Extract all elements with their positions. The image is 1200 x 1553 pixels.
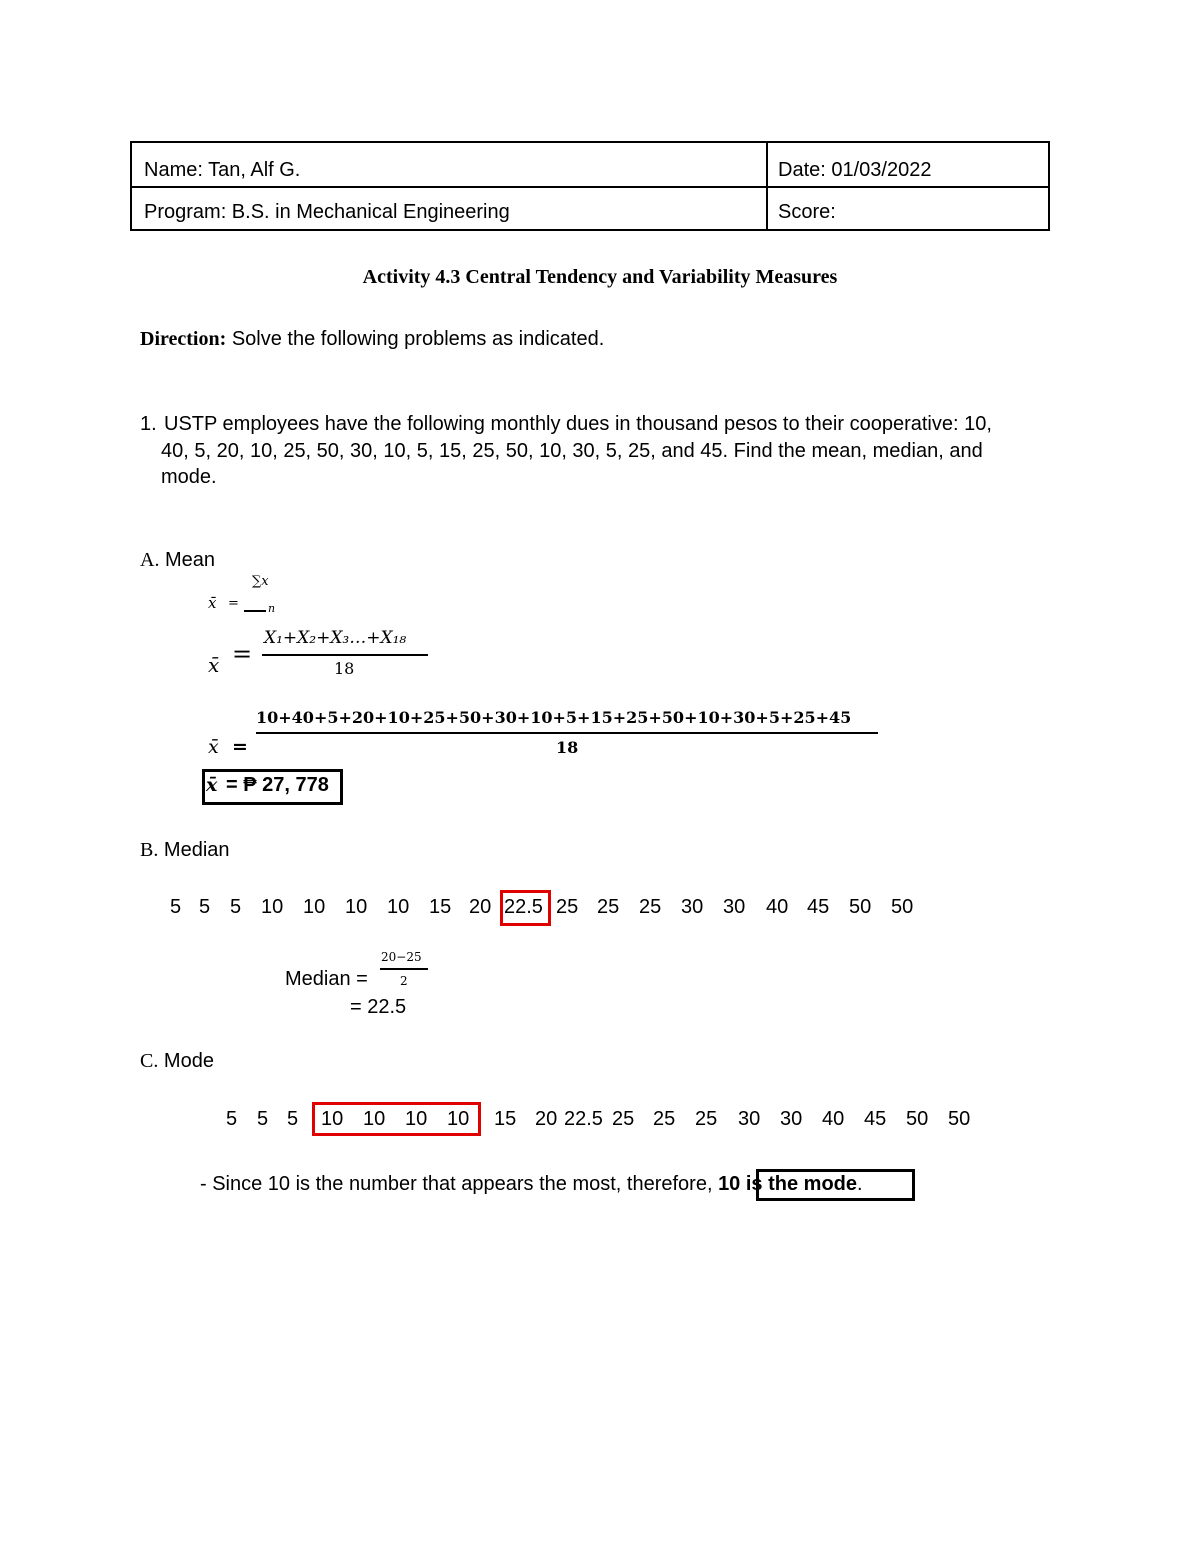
sorted-value: 15 <box>494 1108 517 1130</box>
equals-1: = <box>228 596 239 611</box>
median-label: Median = <box>285 968 368 990</box>
header-table <box>130 141 1050 231</box>
sum-denominator: 18 <box>556 738 579 757</box>
sorted-value: 30 <box>738 1108 761 1130</box>
median-heading-text: Median <box>163 839 230 861</box>
median-highlight-box <box>500 890 551 926</box>
formula-numerator: X₁+X₂+X₃…+X₁₈ <box>264 628 407 648</box>
mode-conclusion-pre: - Since 10 is the number that appears the most, therefore, <box>200 1173 719 1195</box>
median-fraction-bar <box>380 968 428 970</box>
sorted-value: 25 <box>639 896 662 918</box>
mode-result-box <box>756 1169 915 1201</box>
sorted-value: 25 <box>556 896 579 918</box>
mean-result: = ₱ 27, 778 <box>226 774 329 796</box>
mode-conclusion-post: . <box>857 1173 863 1195</box>
sorted-value: 50 <box>849 896 872 918</box>
sorted-value: 5 <box>287 1108 299 1130</box>
sorted-value: 22.5 <box>564 1108 603 1130</box>
mean-heading-text: Mean <box>165 549 216 571</box>
sorted-value: 25 <box>597 896 620 918</box>
mean-heading-letter: A. <box>140 549 160 571</box>
sorted-value: 10 <box>345 896 368 918</box>
sorted-value: 5 <box>199 896 211 918</box>
sum-numerator: 10+40+5+20+10+25+50+30+10+5+15+25+50+10+30+5+25+45 <box>256 708 852 727</box>
activity-title: Activity 4.3 Central Tendency and Variability Measures <box>362 266 838 288</box>
fraction-bar-3 <box>256 732 878 734</box>
problem-line-1: USTP employees have the following monthly dues in thousand pesos to their cooperative: 10, <box>164 413 992 435</box>
n-symbol: n <box>268 602 276 615</box>
mode-highlight-box <box>312 1102 481 1136</box>
name-field: Name: Tan, Alf G. <box>144 159 301 181</box>
median-heading-letter: B. <box>140 839 159 861</box>
sorted-value: 10 <box>447 1108 470 1130</box>
fraction-bar-2 <box>262 654 428 656</box>
equals-2: = <box>232 640 253 668</box>
sorted-value: 45 <box>864 1108 887 1130</box>
mode-heading <box>140 1050 214 1073</box>
sorted-value: 50 <box>906 1108 929 1130</box>
mode-heading-letter: C. <box>140 1050 159 1072</box>
sorted-value: 5 <box>170 896 182 918</box>
program-field: Program: B.S. in Mechanical Engineering <box>144 201 510 223</box>
sorted-value: 20 <box>535 1108 558 1130</box>
sorted-value: 10 <box>321 1108 344 1130</box>
fraction-bar-1 <box>244 610 266 612</box>
mean-heading <box>140 549 215 572</box>
mode-heading-text: Mode <box>163 1050 214 1072</box>
xbar-symbol-2: x̄ <box>208 653 220 677</box>
sorted-value: 25 <box>695 1108 718 1130</box>
sorted-value: 30 <box>723 896 746 918</box>
equals-3: = <box>232 736 248 758</box>
sorted-value: 50 <box>891 896 914 918</box>
sorted-value: 25 <box>653 1108 676 1130</box>
sorted-value: 10 <box>363 1108 386 1130</box>
date-field: Date: 01/03/2022 <box>778 159 932 181</box>
sorted-value: 50 <box>948 1108 971 1130</box>
sorted-value: 10 <box>261 896 284 918</box>
median-fraction-numerator: 20−25 <box>381 950 422 964</box>
sorted-value: 5 <box>230 896 242 918</box>
sorted-value: 30 <box>681 896 704 918</box>
sorted-value: 22.5 <box>504 896 543 918</box>
formula-denominator: 18 <box>334 659 355 678</box>
median-heading <box>140 839 230 862</box>
problem-number: 1. <box>140 413 157 435</box>
table-divider-horizontal <box>132 186 1048 188</box>
sorted-value: 10 <box>405 1108 428 1130</box>
direction-label: Direction: <box>140 328 227 350</box>
sorted-value: 10 <box>387 896 410 918</box>
median-fraction-denominator: 2 <box>400 974 408 988</box>
median-result: = 22.5 <box>350 996 407 1018</box>
sorted-value: 20 <box>469 896 492 918</box>
sorted-value: 45 <box>807 896 830 918</box>
xbar-symbol-result: x̄ <box>206 774 218 796</box>
sorted-value: 5 <box>257 1108 269 1130</box>
problem-line-3: mode. <box>161 466 217 488</box>
direction-text: Solve the following problems as indicated. <box>226 328 605 350</box>
sorted-value: 40 <box>822 1108 845 1130</box>
sorted-value: 25 <box>612 1108 635 1130</box>
mode-conclusion-boxed: 10 is the mode <box>718 1173 857 1195</box>
direction <box>140 328 604 351</box>
sorted-value: 40 <box>766 896 789 918</box>
problem-line-2: 40, 5, 20, 10, 25, 50, 30, 10, 5, 15, 25, 50, 10, 30, 5, 25, and 45. Find the mean, median, and <box>161 440 983 462</box>
sorted-value: 15 <box>429 896 452 918</box>
sorted-value: 10 <box>303 896 326 918</box>
score-field: Score: <box>778 201 836 223</box>
sorted-value: 5 <box>226 1108 238 1130</box>
sorted-value: 30 <box>780 1108 803 1130</box>
xbar-symbol-3: x̄ <box>208 736 219 758</box>
xbar-symbol-1: x̄ <box>208 594 217 612</box>
sum-x-symbol: ∑x <box>252 574 269 589</box>
